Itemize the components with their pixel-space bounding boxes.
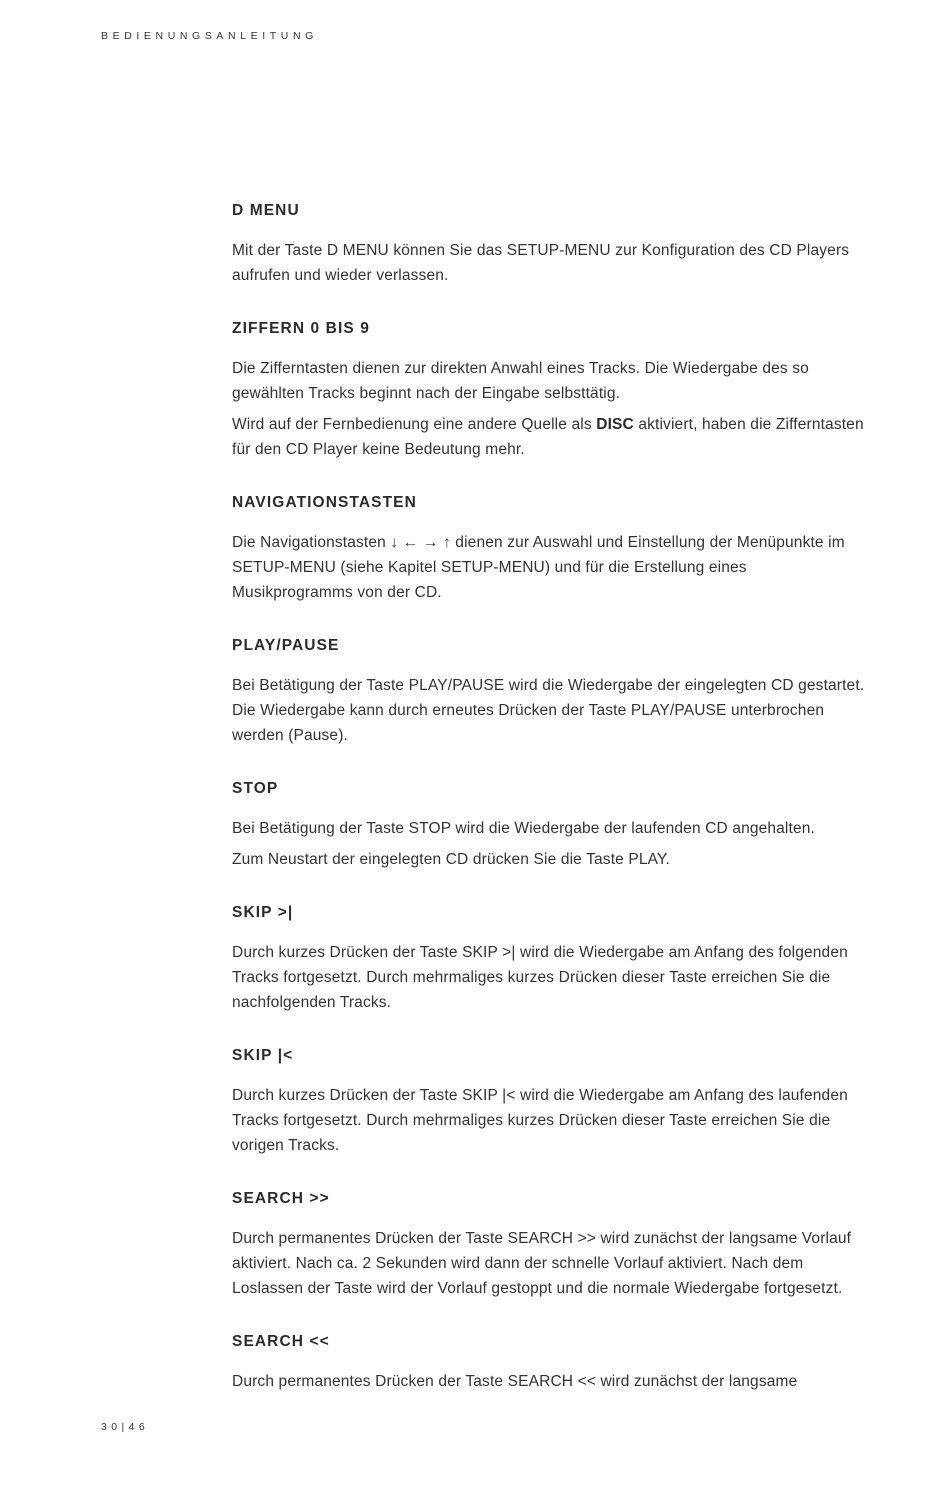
section-navigationstasten [232,492,872,605]
section-skip-back [232,1045,872,1158]
section-paragraph: Durch permanentes Drücken der Taste SEARCH << wird zunächst der langsame [232,1373,798,1390]
section-heading: NAVIGATIONSTASTEN [232,494,417,511]
section-heading: ZIFFERN 0 BIS 9 [232,320,370,337]
section-paragraph: Zum Neustart der eingelegten CD drücken Sie die Taste PLAY. [232,851,670,868]
manual-content [232,200,872,1424]
section-heading: SEARCH >> [232,1190,330,1207]
running-header: BEDIENUNGSANLEITUNG [101,30,318,42]
section-paragraph: Die Zifferntasten dienen zur direkten Anwahl eines Tracks. Die Wiedergabe des so gewählten Tracks beginnt nach der Eingabe selbsttätig. [232,360,809,402]
section-paragraph: Mit der Taste D MENU können Sie das SETUP-MENU zur Konfiguration des CD Players aufrufen und wieder verlassen. [232,242,850,284]
section-paragraph: Durch permanentes Drücken der Taste SEARCH >> wird zunächst der langsame Vorlauf aktiviert. Nach ca. 2 Sekunden wird dann der schnelle Vorlauf aktiviert. Nach dem Loslassen der Taste wird der Vorlauf gestoppt und die normale Wiedergabe fortgesetzt. [232,1230,852,1297]
section-search-back [232,1331,872,1394]
section-paragraph: Wird auf der Fernbedienung eine andere Quelle als DISC aktiviert, haben die Zifferntasten für den CD Player keine Bedeutung mehr. [232,416,864,458]
section-heading: SEARCH << [232,1333,330,1350]
section-paragraph: Durch kurzes Drücken der Taste SKIP |< wird die Wiedergabe am Anfang des laufenden Tracks fortgesetzt. Durch mehrmaliges kurzes Drücken dieser Taste erreichen Sie die vorigen Tracks. [232,1087,848,1154]
section-paragraph: Bei Betätigung der Taste STOP wird die Wiedergabe der laufenden CD angehalten. [232,820,815,837]
section-paragraph: Die Navigationstasten ↓ ← → ↑ dienen zur Auswahl und Einstellung der Menüpunkte im SETUP-MENU (siehe Kapitel SETUP-MENU) und für die Erstellung eines Musikprogramms von der CD. [232,534,845,601]
section-heading: SKIP |< [232,1047,294,1064]
section-paragraph: Durch kurzes Drücken der Taste SKIP >| wird die Wiedergabe am Anfang des folgenden Tracks fortgesetzt. Durch mehrmaliges kurzes Drücken dieser Taste erreichen Sie die nachfolgenden Tracks. [232,944,848,1011]
section-stop [232,778,872,872]
emphasis-text: DISC [596,416,634,433]
section-search-forward [232,1188,872,1301]
section-play-pause [232,635,872,748]
section-paragraph: Bei Betätigung der Taste PLAY/PAUSE wird die Wiedergabe der eingelegten CD gestartet. Die Wiedergabe kann durch erneutes Drücken der Taste PLAY/PAUSE unterbrochen werden (Pause). [232,677,865,744]
section-d-menu [232,200,872,288]
section-ziffern [232,318,872,462]
section-skip-forward [232,902,872,1015]
section-heading: SKIP >| [232,904,294,921]
section-heading: PLAY/PAUSE [232,637,340,654]
section-heading: STOP [232,780,279,797]
page-number: 30|46 [101,1421,150,1433]
section-heading: D MENU [232,202,300,219]
